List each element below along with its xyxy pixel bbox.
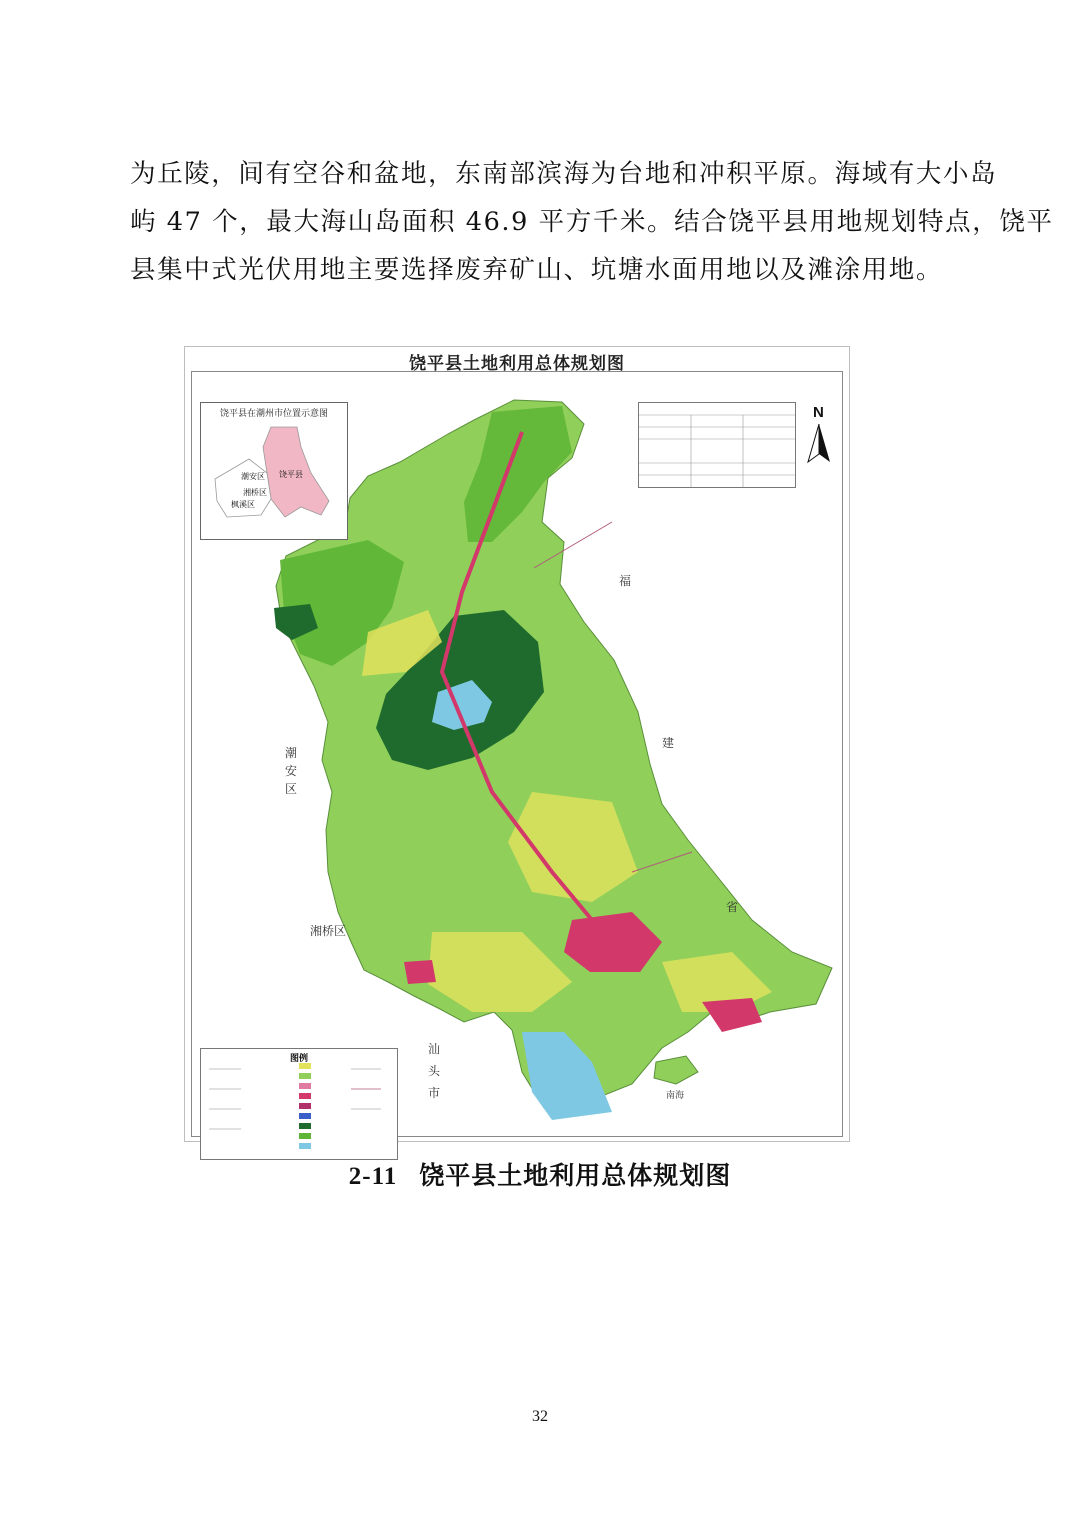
caption-title: 饶平县土地利用总体规划图 (419, 1161, 732, 1190)
paragraph-line: 为丘陵，间有空谷和盆地，东南部滨海为台地和冲积平原。海域有大小岛 (130, 159, 998, 189)
map-label-shantou: 汕头市 (428, 1042, 441, 1100)
map-info-table (638, 402, 796, 488)
north-arrow-icon (804, 424, 834, 464)
urban-zone (702, 998, 762, 1032)
page-number: 32 (532, 1408, 548, 1425)
inset-label: 潮安区 (241, 472, 265, 481)
north-arrow (804, 406, 834, 464)
inset-title: 饶平县在潮州市位置示意图 (219, 409, 328, 419)
info-table-grid (639, 403, 795, 487)
figure-caption (0, 1156, 1080, 1192)
map-label-xiangqiao: 湘桥区 (310, 924, 347, 938)
paragraph-line: 县集中式光伏用地主要选择废弃矿山、坑塘水面用地以及滩涂用地。 (130, 255, 944, 285)
urban-zone (404, 960, 436, 984)
paragraph-line: 屿 47 个，最大海山岛面积 46.9 平方千米。结合饶平县用地规划特点，饶平 (130, 207, 1054, 237)
map-label-sheng: 省 (726, 900, 739, 914)
inset-shapes (201, 403, 347, 539)
legend-swatches (201, 1049, 397, 1159)
inset-label: 枫溪区 (231, 500, 255, 509)
caption-number: 2-11 (348, 1163, 398, 1190)
land-use-map-figure (184, 346, 850, 1142)
inset-label: 饶平县 (279, 470, 303, 479)
map-label-jian: 建 (662, 736, 675, 750)
body-paragraph (130, 150, 1054, 294)
location-inset-map (200, 402, 348, 540)
island (654, 1056, 698, 1084)
legend-title: 图例 (289, 1054, 308, 1064)
map-legend (200, 1048, 398, 1160)
north-label: N (813, 404, 824, 421)
map-label-fu: 福 (619, 574, 632, 588)
map-label-nanhai: 南海 (666, 1091, 685, 1101)
map-title: 饶平县土地利用总体规划图 (409, 354, 625, 374)
map-frame (191, 371, 843, 1137)
inset-label: 湘桥区 (243, 488, 267, 497)
map-label-chaoan: 潮安区 (285, 746, 298, 796)
